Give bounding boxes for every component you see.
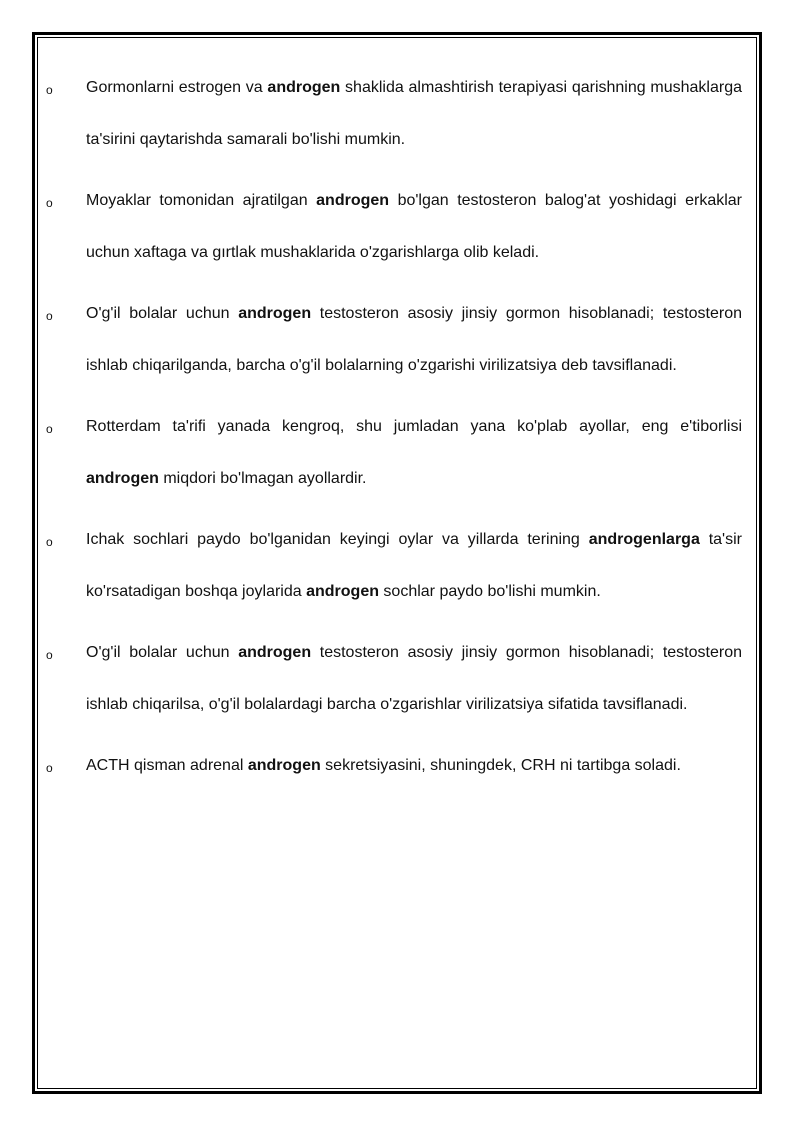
bullet-text: [86, 175, 742, 279]
keyword-highlight: androgen: [238, 305, 312, 322]
keyword-highlight: androgen: [267, 79, 341, 96]
bullet-list: [46, 62, 746, 801]
text-segment: testosteron asosiy jinsiy gormon hisoblanadi; testosteron ishlab chiqarilganda, barcha o'g'il bolalarning o'zgarishi virilizatsiya deb tavsiflanadi.: [86, 305, 742, 374]
text-segment: miqdori bo'lmagan ayollardir.: [158, 470, 367, 487]
bullet-marker-icon: o: [46, 535, 53, 549]
bullet-item: [46, 288, 746, 392]
bullet-text: [86, 62, 742, 166]
keyword-highlight: androgenlarga: [588, 531, 700, 548]
text-segment: ta'sir ko'rsatadigan boshqa joylarida: [86, 531, 742, 600]
bullet-item: [46, 175, 746, 279]
text-segment: bo'lgan testosteron balog'at yoshidagi erkaklar uchun xaftaga va gırtlak mushaklarida o'zgarishlarga olib keladi.: [86, 192, 743, 261]
text-segment: Moyaklar tomonidan ajratilgan: [86, 192, 317, 209]
text-segment: Rotterdam ta'rifi yanada kengroq, shu jumladan yana ko'plab ayollar, eng e'tiborlisi: [86, 418, 742, 435]
text-segment: O'g'il bolalar uchun: [86, 644, 239, 661]
bullet-text: [86, 740, 742, 792]
bullet-text: [86, 514, 742, 618]
keyword-highlight: androgen: [316, 192, 390, 209]
text-segment: sochlar paydo bo'lishi mumkin.: [378, 583, 601, 600]
text-segment: O'g'il bolalar uchun: [86, 305, 239, 322]
keyword-highlight: androgen: [306, 583, 379, 600]
bullet-text: [86, 627, 742, 731]
bullet-marker-icon: o: [46, 761, 53, 775]
bullet-item: [46, 401, 746, 505]
text-segment: Ichak sochlari paydo bo'lganidan keyingi oylar va yillarda terining: [86, 531, 589, 548]
bullet-marker-icon: o: [46, 83, 53, 97]
bullet-text: [86, 401, 742, 505]
keyword-highlight: androgen: [238, 644, 312, 661]
keyword-highlight: androgen: [86, 470, 159, 487]
bullet-marker-icon: o: [46, 196, 53, 210]
keyword-highlight: androgen: [247, 757, 321, 774]
bullet-marker-icon: o: [46, 309, 53, 323]
bullet-item: [46, 627, 746, 731]
text-segment: sekretsiyasini, shuningdek, CRH ni tartibga soladi.: [320, 757, 681, 774]
text-segment: Gormonlarni estrogen va: [86, 79, 268, 96]
text-segment: shaklida almashtirish terapiyasi qarishning mushaklarga ta'sirini qaytarishda samarali bo'lishi mumkin.: [86, 79, 742, 148]
text-segment: testosteron asosiy jinsiy gormon hisoblanadi; testosteron ishlab chiqarilsa, o'g'il bolalardagi barcha o'zgarishlar virilizatsiya sifatida tavsiflanadi.: [86, 644, 742, 713]
text-segment: ACTH qisman adrenal: [86, 757, 248, 774]
bullet-marker-icon: o: [46, 422, 53, 436]
bullet-marker-icon: o: [46, 648, 53, 662]
bullet-text: [86, 288, 742, 392]
bullet-item: [46, 62, 746, 166]
bullet-item: [46, 740, 746, 792]
bullet-item: [46, 514, 746, 618]
